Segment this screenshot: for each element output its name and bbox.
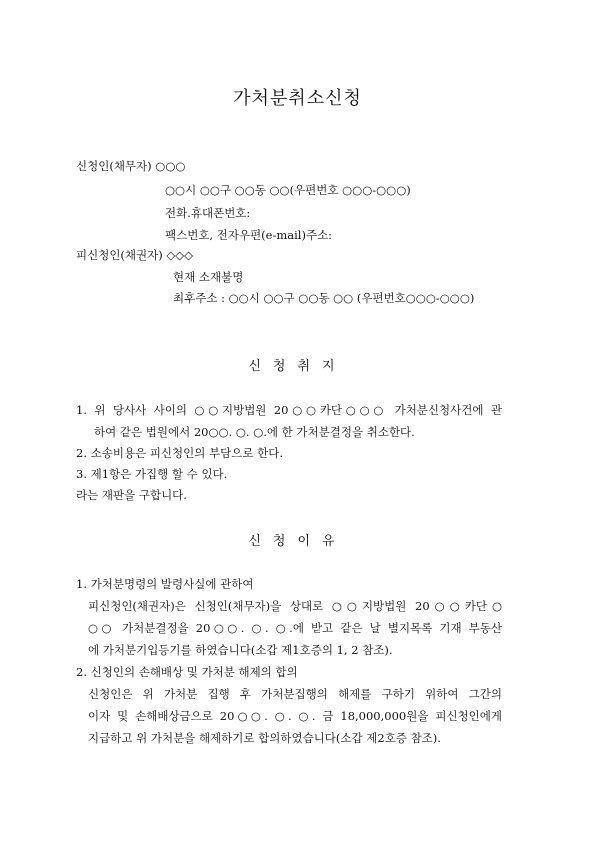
reasons-item-2-line-3: 지급하고 위 가처분을 해제하기로 합의하였습니다(소갑 제2호증 참조).: [88, 731, 441, 745]
reasons-item-2-line-1: 신청인은 위 가처분 집행 후 가처분집행의 해제를 구하기 위하여 그간의: [88, 687, 502, 701]
applicant-phone: 전화.휴대폰번호:: [165, 206, 251, 220]
reasons-item-1-line-2: ○○ 가처분결정을 20○○. ○. ○.에 받고 같은 날 별지목록 기재 부동산: [88, 621, 502, 635]
reasons-item-2-title: 2. 신청인의 손해배상 및 가처분 해제의 합의: [76, 665, 298, 679]
respondent-label: 피신청인(채권자) ◇◇◇: [76, 248, 193, 262]
reasons-item-1-line-3: 에 가처분기입등기를 하였습니다(소갑 제1호증의 1, 2 참조).: [88, 643, 393, 657]
purpose-item-1-line-1: 1. 위 당사사 사이의 ○○지방법원 20○○카단○○○ 가처분신청사건에 관: [76, 403, 502, 417]
purpose-item-1-line-2: 하여 같은 법원에서 20○○. ○. ○.에 한 가처분결정을 취소한다.: [94, 425, 415, 439]
reasons-item-2-line-2: 이자 및 손해배상금으로 20○○. ○. ○. 금 18,000,000원을 피신청인에게: [88, 709, 502, 723]
reasons-item-1-line-1: 피신청인(채권자)은 신청인(채무자)을 상대로 ○○지방법원 20○○카단○: [88, 599, 502, 613]
purpose-closing: 라는 재판을 구합니다.: [76, 488, 187, 502]
applicant-label: 신청인(채무자) ○○○: [76, 159, 186, 173]
reasons-item-1-title: 1. 가처분명령의 발령사실에 관하여: [76, 577, 254, 591]
reasons-heading: 신청이유: [248, 534, 347, 549]
purpose-item-2: 2. 소송비용은 피신청인의 부담으로 한다.: [76, 446, 283, 460]
purpose-item-3: 3. 제1항은 가집행 할 수 있다.: [76, 467, 228, 481]
document-title: 가처분취소신청: [233, 88, 362, 109]
respondent-status: 현재 소재불명: [173, 270, 244, 284]
respondent-last-address: 최후주소 : ○○시 ○○구 ○○동 ○○ (우편번호○○○-○○○): [173, 291, 475, 305]
applicant-address: ○○시 ○○구 ○○동 ○○(우편번호 ○○○-○○○): [165, 183, 411, 197]
purpose-heading: 신청취지: [248, 359, 347, 374]
applicant-fax-email: 팩스번호, 전자우편(e-mail)주소:: [165, 228, 333, 242]
